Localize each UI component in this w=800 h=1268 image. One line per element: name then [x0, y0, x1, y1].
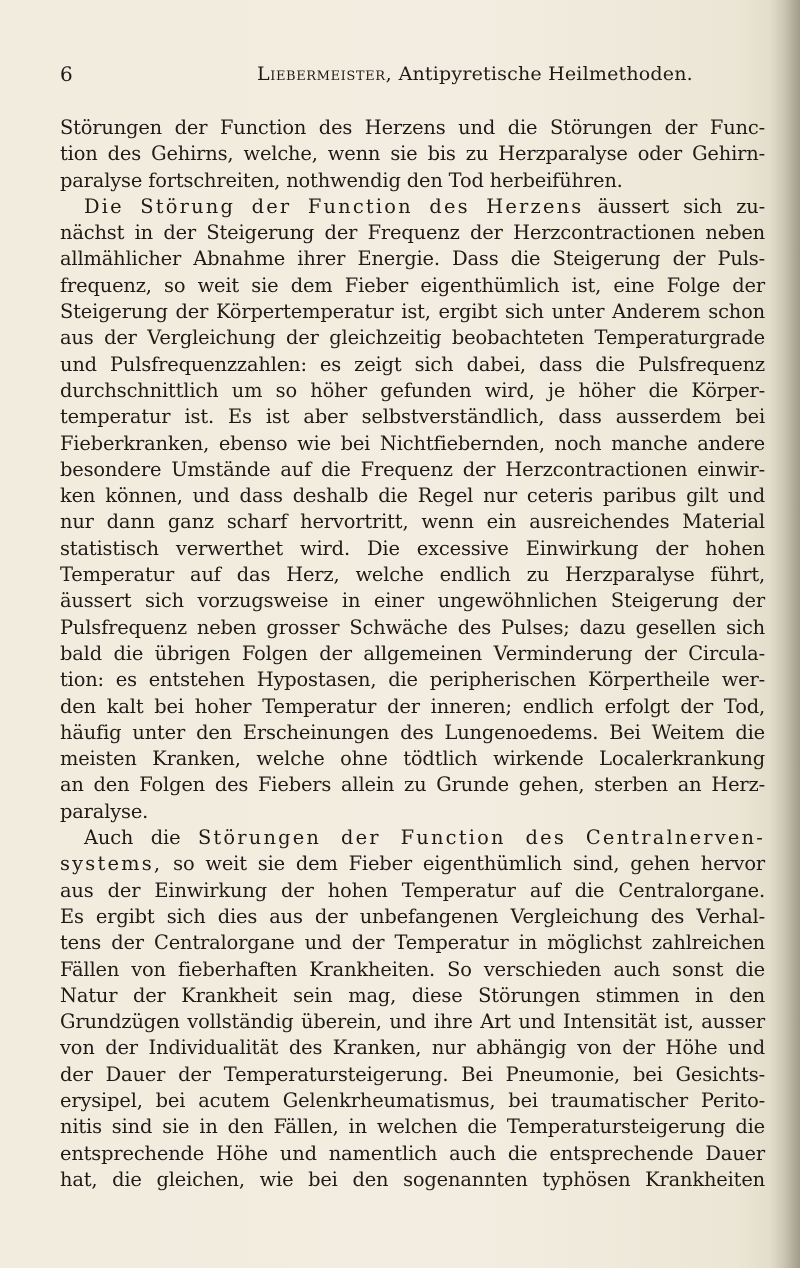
text-line [60, 562, 765, 588]
line-text: Grundzügen vollständig überein, und ihre Art und Intensität ist, ausser [60, 1010, 765, 1034]
spaced-emphasis: Störungen der Function des Centralnerven- [197, 826, 765, 850]
running-head-work: Antipyretische Heilmethoden. [398, 63, 693, 85]
line-text: paralyse. [60, 799, 149, 823]
text-line [60, 588, 765, 614]
text-line [60, 746, 765, 772]
line-text: bald die übrigen Folgen der allgemeinen Verminderung der Circula- [60, 641, 765, 665]
text-line [60, 220, 765, 246]
line-text: den kalt bei hoher Temperatur der inneren; endlich erfolgt der Tod, [60, 694, 765, 718]
line-text: Störungen der Function des Herzens und die Störungen der Func- [60, 116, 765, 139]
line-text: nitis sind sie in den Fällen, in welchen die Temperatursteigerung die [60, 1115, 765, 1139]
text-line [60, 404, 765, 430]
line-text: temperatur ist. Es ist aber selbstverständlich, dass ausserdem bei [60, 405, 765, 429]
line-text: an den Folgen des Fiebers allein zu Grunde gehen, sterben an Herz- [60, 773, 765, 797]
line-text: Fieberkranken, ebenso wie bei Nichtfiebernden, noch manche andere [60, 431, 765, 455]
text-line [60, 378, 765, 404]
text-line [60, 509, 765, 535]
line-text: Natur der Krankheit sein mag, diese Störungen stimmen in den [60, 983, 765, 1007]
line-text: durchschnittlich um so höher gefunden wird, je höher die Körper- [60, 378, 765, 402]
line-text: besondere Umstände auf die Frequenz der Herzcontractionen einwir- [60, 457, 765, 481]
text-line [60, 1167, 765, 1193]
line-lead: Die Störung der Function des Herzens [84, 194, 584, 218]
running-head-author: Liebermeister, [257, 63, 393, 85]
line-text: nächst in der Steigerung der Frequenz der Herzcontractionen neben [60, 221, 765, 245]
text-line [60, 273, 765, 299]
text-line [60, 483, 765, 509]
line-lead: Auch die [84, 826, 198, 850]
line-text: ken können, und dass deshalb die Regel nur ceteris paribus gilt und [60, 484, 765, 508]
line-text: nur dann ganz scharf hervortritt, wenn ein ausreichendes Material [60, 510, 765, 534]
line-text: Es ergibt sich dies aus der unbefangenen Vergleichung des Verhal- [60, 904, 765, 928]
line-text: aus der Vergleichung der gleichzeitig beobachteten Temperaturgrade [60, 326, 765, 350]
text-line [60, 615, 765, 641]
text-line [60, 720, 765, 746]
text-line [60, 141, 765, 167]
page-gutter-shadow [770, 0, 800, 1268]
line-text: Fällen von fieberhaften Krankheiten. So verschieden auch sonst die [60, 957, 765, 981]
line-text: von der Individualität des Kranken, nur abhängig von der Höhe und [60, 1036, 765, 1060]
running-head-title [257, 60, 693, 88]
text-line [60, 1062, 765, 1088]
line-text: Temperatur auf das Herz, welche endlich zu Herzparalyse führt, [60, 563, 765, 587]
line-text: statistisch verwerthet wird. Die excessive Einwirkung der hohen [60, 536, 765, 560]
line-text: und Pulsfrequenzzahlen: es zeigt sich dabei, dass die Pulsfrequenz [60, 352, 765, 376]
text-line [60, 878, 765, 904]
line-text: allmählicher Abnahme ihrer Energie. Dass die Steigerung der Puls- [60, 247, 765, 271]
text-line [60, 825, 765, 851]
text-line [60, 1035, 765, 1061]
text-line [60, 194, 765, 220]
line-text: so weit sie dem Fieber eigenthümlich sind, gehen hervor [162, 852, 765, 876]
text-line [60, 1114, 765, 1140]
line-text: häufig unter den Erscheinungen des Lungenoedems. Bei Weitem die [60, 720, 765, 744]
text-line [60, 799, 765, 825]
text-line [60, 694, 765, 720]
running-head [60, 60, 760, 88]
line-text: äussert sich vorzugsweise in einer ungewöhnlichen Steigerung der [60, 589, 765, 613]
text-line [60, 904, 765, 930]
line-text: entsprechende Höhe und namentlich auch die entsprechende Dauer [60, 1141, 765, 1165]
line-text: Pulsfrequenz neben grosser Schwäche des Pulses; dazu gesellen sich [60, 615, 765, 639]
line-text: äussert sich zu- [583, 194, 766, 218]
text-line [60, 299, 765, 325]
spaced-emphasis: systems, [60, 852, 163, 876]
text-line [60, 536, 765, 562]
text-line [60, 957, 765, 983]
text-line [60, 851, 765, 877]
text-line [60, 930, 765, 956]
line-text: frequenz, so weit sie dem Fieber eigenthümlich ist, eine Folge der [60, 273, 765, 297]
text-line [60, 772, 765, 798]
body-text [60, 115, 765, 1193]
text-line [60, 1009, 765, 1035]
text-line [60, 246, 765, 272]
text-line [60, 457, 765, 483]
line-text: der Dauer der Temperatursteigerung. Bei Pneumonie, bei Gesichts- [60, 1062, 765, 1086]
line-text: Steigerung der Körpertemperatur ist, ergibt sich unter Anderem schon [60, 300, 765, 324]
text-line [60, 168, 765, 194]
line-text: tion: es entstehen Hypostasen, die peripherischen Körpertheile wer- [60, 668, 765, 692]
line-text: hat, die gleichen, wie bei den sogenannten typhösen Krankheiten [60, 1167, 765, 1191]
line-text: erysipel, bei acutem Gelenkrheumatismus, bei traumatischer Perito- [60, 1088, 765, 1112]
line-text: meisten Kranken, welche ohne tödtlich wirkende Localerkrankung [60, 747, 765, 771]
text-line [60, 1141, 765, 1167]
text-line [60, 641, 765, 667]
line-text: aus der Einwirkung der hohen Temperatur auf die Centralorgane. [60, 878, 765, 902]
text-line [60, 115, 765, 141]
text-line [60, 667, 765, 693]
line-text: tion des Gehirns, welche, wenn sie bis zu Herzparalyse oder Gehirn- [60, 142, 765, 166]
text-line [60, 983, 765, 1009]
text-line [60, 352, 765, 378]
text-line [60, 325, 765, 351]
text-line [60, 431, 765, 457]
page-number: 6 [60, 62, 73, 86]
line-text: tens der Centralorgane und der Temperatur in möglichst zahlreichen [60, 931, 765, 955]
line-text: paralyse fortschreiten, nothwendig den Tod herbeiführen. [60, 168, 623, 192]
text-line [60, 1088, 765, 1114]
